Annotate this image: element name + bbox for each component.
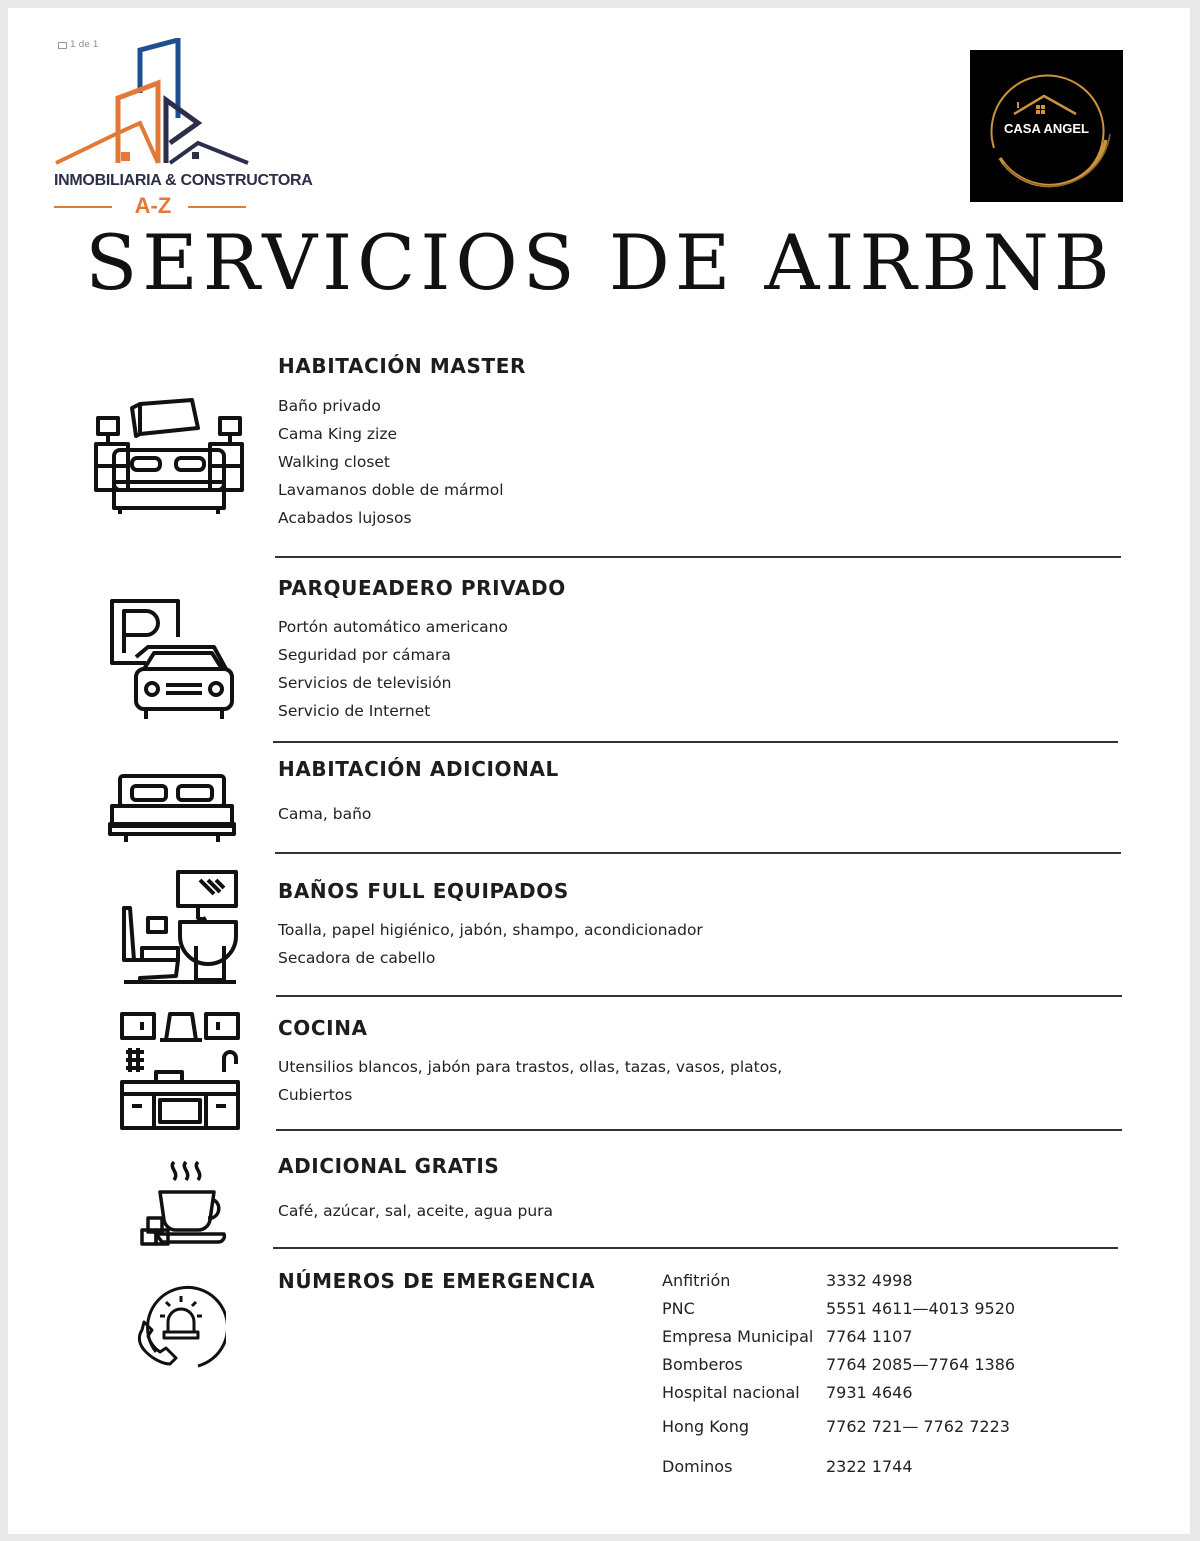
contact-number: 3332 4998 (826, 1271, 913, 1290)
bathroom-icon (120, 868, 240, 986)
contact-number: 5551 4611—4013 9520 (826, 1299, 1016, 1318)
section-items-parking (278, 613, 508, 725)
section-divider (275, 852, 1121, 854)
section-title-emergency: NÚMEROS DE EMERGENCIA (278, 1269, 596, 1293)
list-item: Servicios de televisión (278, 674, 452, 692)
contact-name: Hospital nacional (662, 1383, 800, 1402)
section-items-free-extras (278, 1197, 553, 1225)
bed-icon (108, 772, 238, 846)
section-items-bathrooms (278, 916, 703, 972)
section-items-master (278, 392, 504, 532)
section-divider (273, 741, 1118, 743)
logo-inmobiliaria-az (48, 38, 313, 223)
page-indicator-label: 1 de 1 (70, 40, 99, 50)
contact-name: Dominos (662, 1457, 733, 1476)
master-bed-icon (92, 398, 247, 516)
list-item: Baño privado (278, 397, 381, 415)
contact-name: Hong Kong (662, 1417, 749, 1436)
list-item: Cama, baño (278, 805, 372, 823)
section-divider (275, 556, 1121, 558)
parking-car-icon (108, 597, 236, 723)
contact-number: 7764 2085—7764 1386 (826, 1355, 1016, 1374)
section-title-additional-room: HABITACIÓN ADICIONAL (278, 757, 559, 781)
contact-number: 7762 721— 7762 7223 (826, 1417, 1010, 1436)
page-title: SERVICIOS DE AIRBNB (85, 218, 1115, 307)
list-item: Café, azúcar, sal, aceite, agua pura (278, 1202, 554, 1220)
contact-name: Bomberos (662, 1355, 743, 1374)
list-item: Servicio de Internet (278, 702, 431, 720)
list-item: Acabados lujosos (278, 509, 412, 527)
kitchen-icon (120, 1010, 242, 1132)
section-title-free-extras: ADICIONAL GRATIS (278, 1154, 500, 1178)
list-item: Portón automático americano (278, 618, 508, 636)
contact-number: 7764 1107 (826, 1327, 913, 1346)
coffee-cup-icon (138, 1158, 228, 1248)
section-divider (273, 1247, 1118, 1249)
list-item: Lavamanos doble de mármol (278, 481, 504, 499)
contact-name: Empresa Municipal (662, 1327, 814, 1346)
list-item: Cubiertos (278, 1086, 353, 1104)
section-items-kitchen (278, 1053, 782, 1109)
list-item: Seguridad por cámara (278, 646, 451, 664)
section-title-master: HABITACIÓN MASTER (278, 354, 526, 378)
section-title-parking: PARQUEADERO PRIVADO (278, 576, 566, 600)
logo-casa-angel (970, 50, 1123, 202)
building-logo-icon (48, 38, 263, 178)
list-item: Utensilios blancos, jabón para trastos, ollas, tazas, vasos, platos, (278, 1058, 783, 1076)
section-divider (276, 995, 1122, 997)
logo-casa-text: CASA ANGEL (1004, 121, 1089, 136)
list-item: Secadora de cabello (278, 949, 436, 967)
section-items-additional-room (278, 800, 371, 828)
contact-number: 7931 4646 (826, 1383, 913, 1402)
section-title-bathrooms: BAÑOS FULL EQUIPADOS (278, 879, 569, 903)
section-divider (276, 1129, 1122, 1131)
logo-az-line2: A-Z (134, 193, 172, 218)
contact-number: 2322 1744 (826, 1457, 913, 1476)
section-title-kitchen: COCINA (278, 1016, 368, 1040)
contact-name: PNC (662, 1299, 695, 1318)
logo-az-line1: INMOBILIARIA & CONSTRUCTORA (54, 172, 313, 189)
contact-name: Anfitrión (662, 1271, 731, 1290)
list-item: Walking closet (278, 453, 391, 471)
list-item: Toalla, papel higiénico, jabón, shampo, acondicionador (278, 921, 703, 939)
list-item: Cama King zize (278, 425, 398, 443)
emergency-call-icon (136, 1282, 226, 1372)
